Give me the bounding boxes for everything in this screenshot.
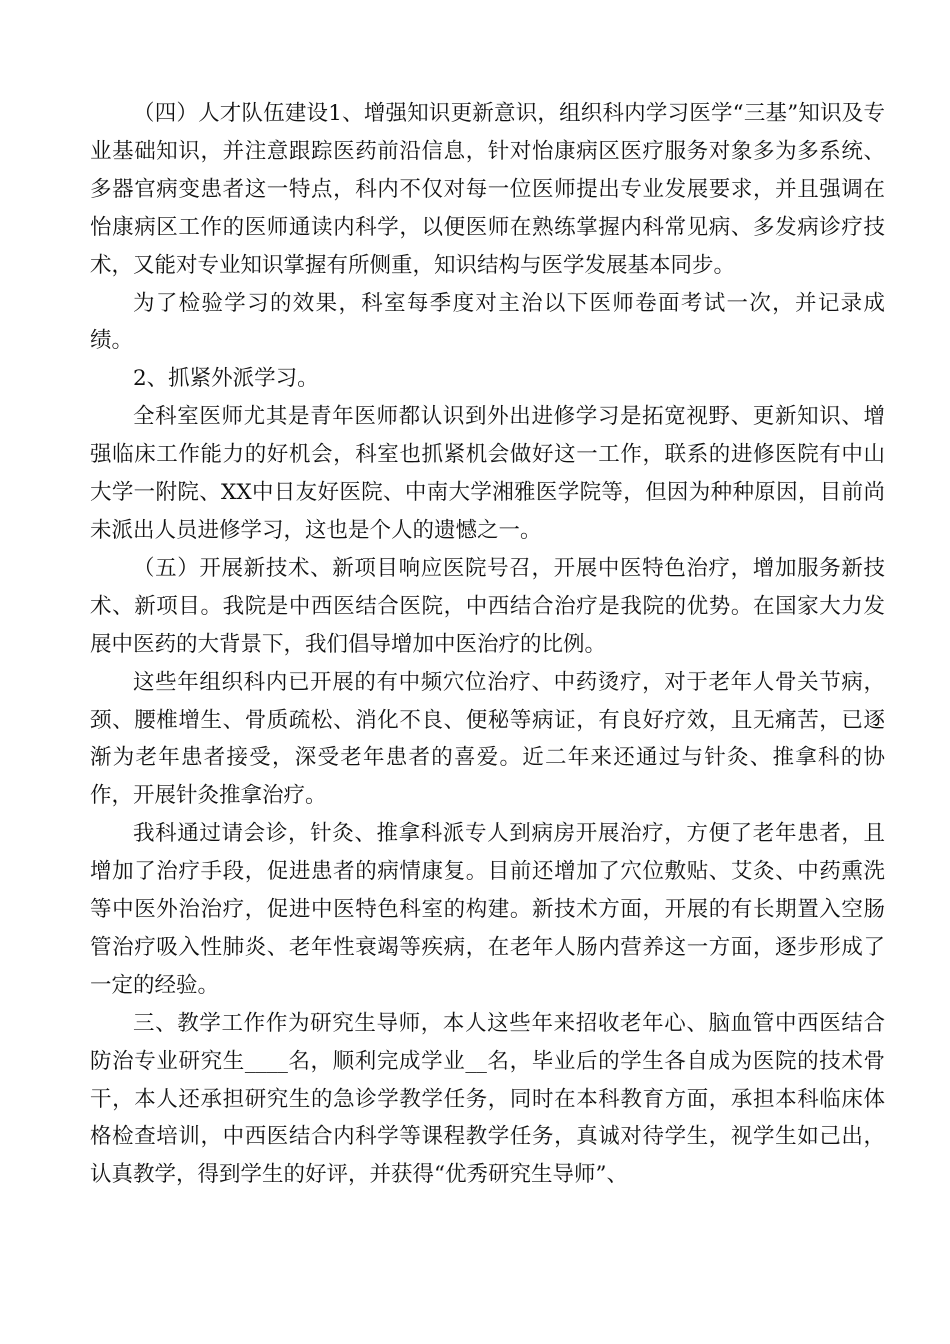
paragraph-consultation: 我科通过请会诊，针灸、推拿科派专人到病房开展治疗，方便了老年患者，且增加了治疗手段，促进患者的病情康复。目前还增加了穴位敷贴、艾灸、中药熏洗等中医外治治疗，促进中医特色科室的构建。新技术方面，开展的有长期置入空肠管治疗吸入性肺炎、老年性衰竭等疾病，在老年人肠内营养这一方面，逐步形成了一定的经验。	[90, 821, 885, 998]
paragraph-new-technology: （五）开展新技术、新项目响应医院号召，开展中医特色治疗，增加服务新技术、新项目。我院是中西医结合医院，中西结合治疗是我院的优势。在国家大力发展中医药的大背景下，我们倡导增加中医治疗的比例。	[90, 555, 885, 657]
document-body	[90, 95, 885, 1194]
paragraph-exam: 为了检验学习的效果，科室每季度对主治以下医师卷面考试一次，并记录成绩。	[90, 290, 885, 354]
paragraph-teaching: 三、教学工作作为研究生导师，本人这些年来招收老年心、脑血管中西医结合防治专业研究生____名，顺利完成学业__名，毕业后的学生各自成为医院的技术骨干，本人还承担研究生的急诊学教学任务，同时在本科教育方面，承担本科临床体格检查培训，中西医结合内科学等课程教学任务，真诚对待学生，视学生如己出，认真教学，得到学生的好评，并获得“优秀研究生导师”、	[90, 1010, 885, 1188]
paragraph-talent-team: （四）人才队伍建设1、增强知识更新意识，组织科内学习医学“三基”知识及专业基础知识，并注意跟踪医药前沿信息，针对怡康病区医疗服务对象多为多系统、多器官病变患者这一特点，科内不仅对每一位医师提出专业发展要求，并且强调在怡康病区工作的医师通读内科学，以便医师在熟练掌握内科常见病、多发病诊疗技术，又能对专业知识掌握有所侧重，知识结构与医学发展基本同步。	[90, 101, 885, 278]
paragraph-external-study: 全科室医师尤其是青年医师都认识到外出进修学习是拓宽视野、更新知识、增强临床工作能力的好机会，科室也抓紧机会做好这一工作，联系的进修医院有中山大学一附院、XX中日友好医院、中南大学湘雅医学院等，但因为种种原因，目前尚未派出人员进修学习，这也是个人的遗憾之一。	[90, 404, 885, 543]
paragraph-therapies: 这些年组织科内已开展的有中频穴位治疗、中药烫疗，对于老年人骨关节病，颈、腰椎增生、骨质疏松、消化不良、便秘等病证，有良好疗效，且无痛苦，已逐渐为老年患者接受，深受老年患者的喜爱。近二年来还通过与针灸、推拿科的协作，开展针灸推拿治疗。	[90, 669, 885, 809]
paragraph-external-study-heading: 2、抓紧外派学习。	[133, 366, 319, 392]
